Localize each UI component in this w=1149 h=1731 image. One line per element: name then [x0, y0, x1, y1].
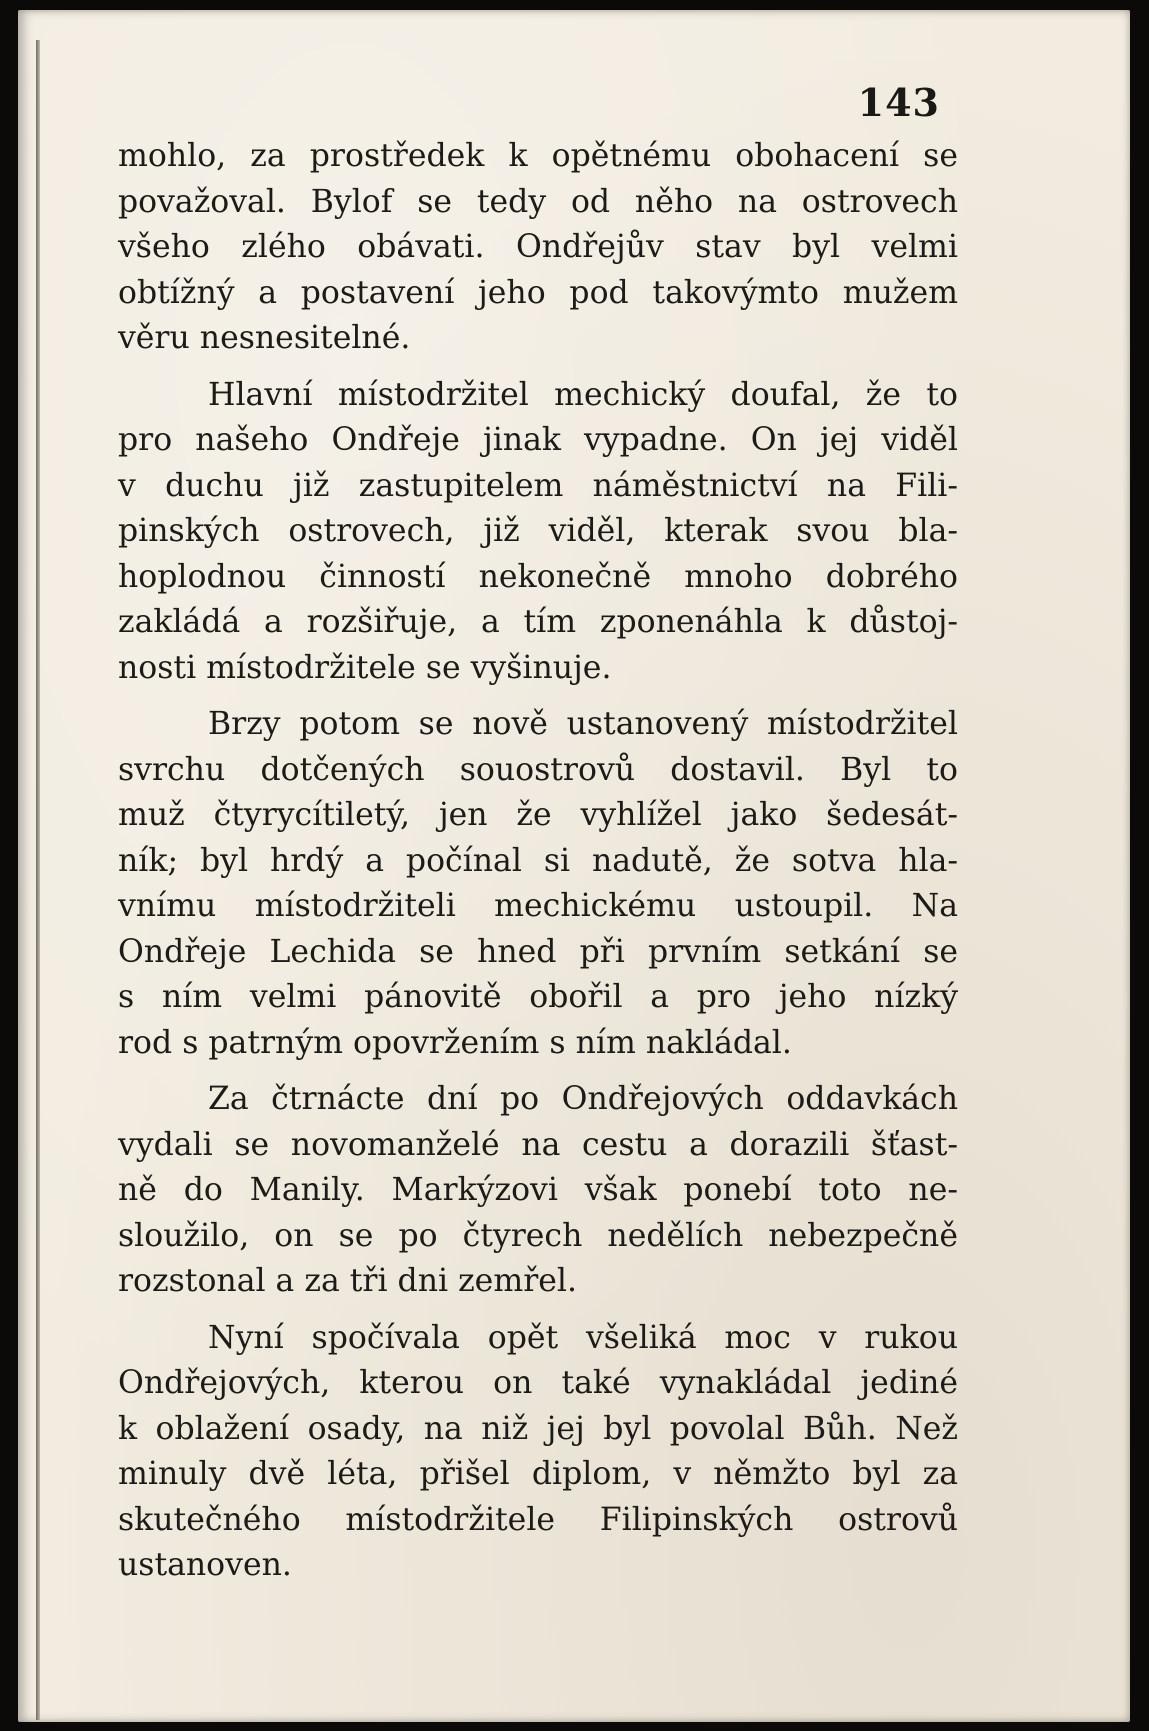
text-line: Za čtrnácte dní po Ondřejových oddavkách — [208, 1081, 958, 1117]
text-line: mohlo, za prostředek k opětnému obohacení se — [118, 138, 958, 174]
text-line: hoplodnou činností nekonečně mnoho dobrého — [118, 558, 958, 595]
text-line: muž čtyrycítiletý, jen že vyhlížel jako šedesát- — [118, 797, 958, 833]
text-line: Hlavní místodržitel mechický doufal, že to — [208, 376, 958, 413]
paragraph-4 — [118, 1077, 958, 1305]
paragraph-5 — [118, 1316, 958, 1589]
text-line: zakládá a rozšiřuje, a tím zponenáhla k důstoj- — [118, 604, 958, 640]
text-line: ník; byl hrdý a počínal si nadutě, že sotva hla- — [118, 842, 958, 879]
text-line: ustanoven. — [118, 1547, 292, 1583]
text-line: vnímu místodržiteli mechickému ustoupil. Na — [118, 888, 958, 924]
text-line: s ním velmi pánovitě obořil a pro jeho nízký — [118, 979, 958, 1015]
text-line: svrchu dotčených souostrovů dostavil. Byl to — [118, 751, 958, 788]
text-line: k oblažení osady, na niž jej byl povolal Bůh. Než — [118, 1410, 958, 1447]
page-number: 143 — [857, 80, 940, 125]
text-line: minuly dvě léta, přišel diplom, v němžto byl za — [118, 1456, 958, 1492]
text-line: Ondřeje Lechida se hned při prvním setkání se — [118, 933, 958, 970]
paragraph-gap — [118, 691, 958, 702]
text-line: skutečného místodržitele Filipinských ostrovů — [118, 1501, 958, 1538]
text-line: nosti místodržitele se vyšinuje. — [118, 649, 612, 686]
text-line: Brzy potom se nově ustanovený místodržitel — [208, 706, 958, 742]
body-text — [118, 134, 958, 1589]
paragraph-2 — [118, 373, 958, 692]
page-gutter — [36, 40, 40, 1720]
paragraph-gap — [118, 1305, 958, 1316]
paragraph-1 — [118, 134, 958, 362]
text-line: v duchu již zastupitelem náměstnictví na Fili- — [118, 467, 958, 504]
text-line: všeho zlého obávati. Ondřejův stav byl velmi — [118, 229, 958, 265]
text-line: ně do Manily. Markýzovi však ponebí toto ne- — [118, 1172, 958, 1208]
paragraph-gap — [118, 1066, 958, 1077]
paragraph-3 — [118, 702, 958, 1066]
text-line: obtížný a postavení jeho pod takovýmto mužem — [118, 274, 958, 311]
text-line: pro našeho Ondřeje jinak vypadne. On jej viděl — [118, 422, 958, 458]
text-line: Nyní spočívala opět všeliká moc v rukou — [208, 1319, 958, 1356]
text-line: Ondřejových, kterou on také vynakládal jediné — [118, 1365, 958, 1401]
text-line: vydali se novomanželé na cestu a dorazili šťast- — [118, 1126, 958, 1163]
text-line: věru nesnesitelné. — [118, 320, 411, 356]
text-line: rod s patrným opovržením s ním nakládal. — [118, 1024, 792, 1061]
text-line: rozstonal a za tři dni zemřel. — [118, 1263, 577, 1299]
text-line: pinských ostrovech, již viděl, kterak svou bla- — [118, 513, 958, 549]
text-line: sloužilo, on se po čtyrech nedělích nebezpečně — [118, 1217, 958, 1254]
text-line: považoval. Bylof se tedy od něho na ostrovech — [118, 183, 958, 220]
book-page — [18, 10, 1130, 1722]
paragraph-gap — [118, 362, 958, 373]
